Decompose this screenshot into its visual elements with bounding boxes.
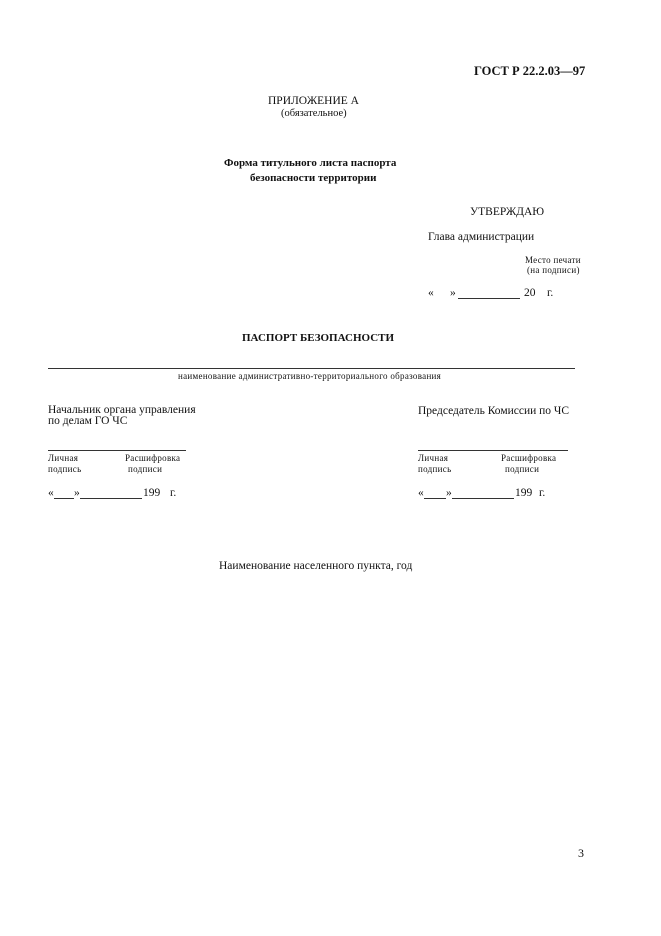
approve-date-year-suffix: г. bbox=[547, 287, 554, 299]
page-number: 3 bbox=[578, 846, 584, 860]
approve-date-year: 20 bbox=[524, 287, 536, 299]
territory-name-line bbox=[48, 368, 575, 369]
right-date-year-suffix: г. bbox=[539, 487, 546, 499]
right-sig-label-signature: подпись bbox=[418, 464, 452, 474]
left-signature-line bbox=[48, 450, 186, 451]
territory-name-caption: наименование административно-территориального образования bbox=[178, 371, 442, 381]
form-title-line1: Форма титульного листа паспорта bbox=[224, 157, 397, 169]
approve-date-month-line bbox=[458, 298, 520, 299]
approve-date-close-quote: » bbox=[450, 287, 456, 299]
left-sign-title-line1: Начальник органа управления bbox=[48, 404, 196, 416]
left-sig-label-signature: подпись bbox=[48, 464, 82, 474]
right-signature-line bbox=[418, 450, 568, 451]
document-code: ГОСТ Р 22.2.03—97 bbox=[474, 64, 586, 78]
appendix-title: ПРИЛОЖЕНИЕ А bbox=[268, 95, 359, 107]
right-sig-label-decoding: Расшифровка bbox=[501, 453, 557, 463]
right-date-day-line bbox=[424, 498, 446, 499]
left-date-close-quote: » bbox=[74, 487, 80, 499]
right-sig-label-decoding-of: подписи bbox=[505, 464, 540, 474]
passport-title: ПАСПОРТ БЕЗОПАСНОСТИ bbox=[242, 332, 395, 344]
seal-place-note: (на подписи) bbox=[527, 265, 580, 275]
form-title-line2: безопасности территории bbox=[250, 172, 377, 184]
approve-head: Глава администрации bbox=[428, 231, 535, 243]
left-date-open-quote: « bbox=[48, 487, 54, 499]
left-sig-label-personal: Личная bbox=[48, 453, 79, 463]
seal-place-label: Место печати bbox=[525, 255, 581, 265]
settlement-name-year: Наименование населенного пункта, год bbox=[219, 560, 413, 572]
right-date-close-quote: » bbox=[446, 487, 452, 499]
approve-date-open-quote: « bbox=[428, 287, 434, 299]
right-date-open-quote: « bbox=[418, 487, 424, 499]
appendix-note: (обязательное) bbox=[281, 108, 347, 119]
approve-label: УТВЕРЖДАЮ bbox=[470, 206, 545, 218]
left-sig-label-decoding: Расшифровка bbox=[125, 453, 181, 463]
left-sig-label-decoding-of: подписи bbox=[128, 464, 163, 474]
right-date-month-line bbox=[452, 498, 514, 499]
left-date-year-suffix: г. bbox=[170, 487, 177, 499]
left-date-month-line bbox=[80, 498, 142, 499]
right-sig-label-personal: Личная bbox=[418, 453, 449, 463]
right-sign-title: Председатель Комиссии по ЧС bbox=[418, 405, 570, 417]
right-date-year: 199 bbox=[515, 487, 533, 499]
left-date-year: 199 bbox=[143, 487, 161, 499]
left-date-day-line bbox=[54, 498, 74, 499]
left-sign-title-line2: по делам ГО ЧС bbox=[48, 415, 128, 427]
